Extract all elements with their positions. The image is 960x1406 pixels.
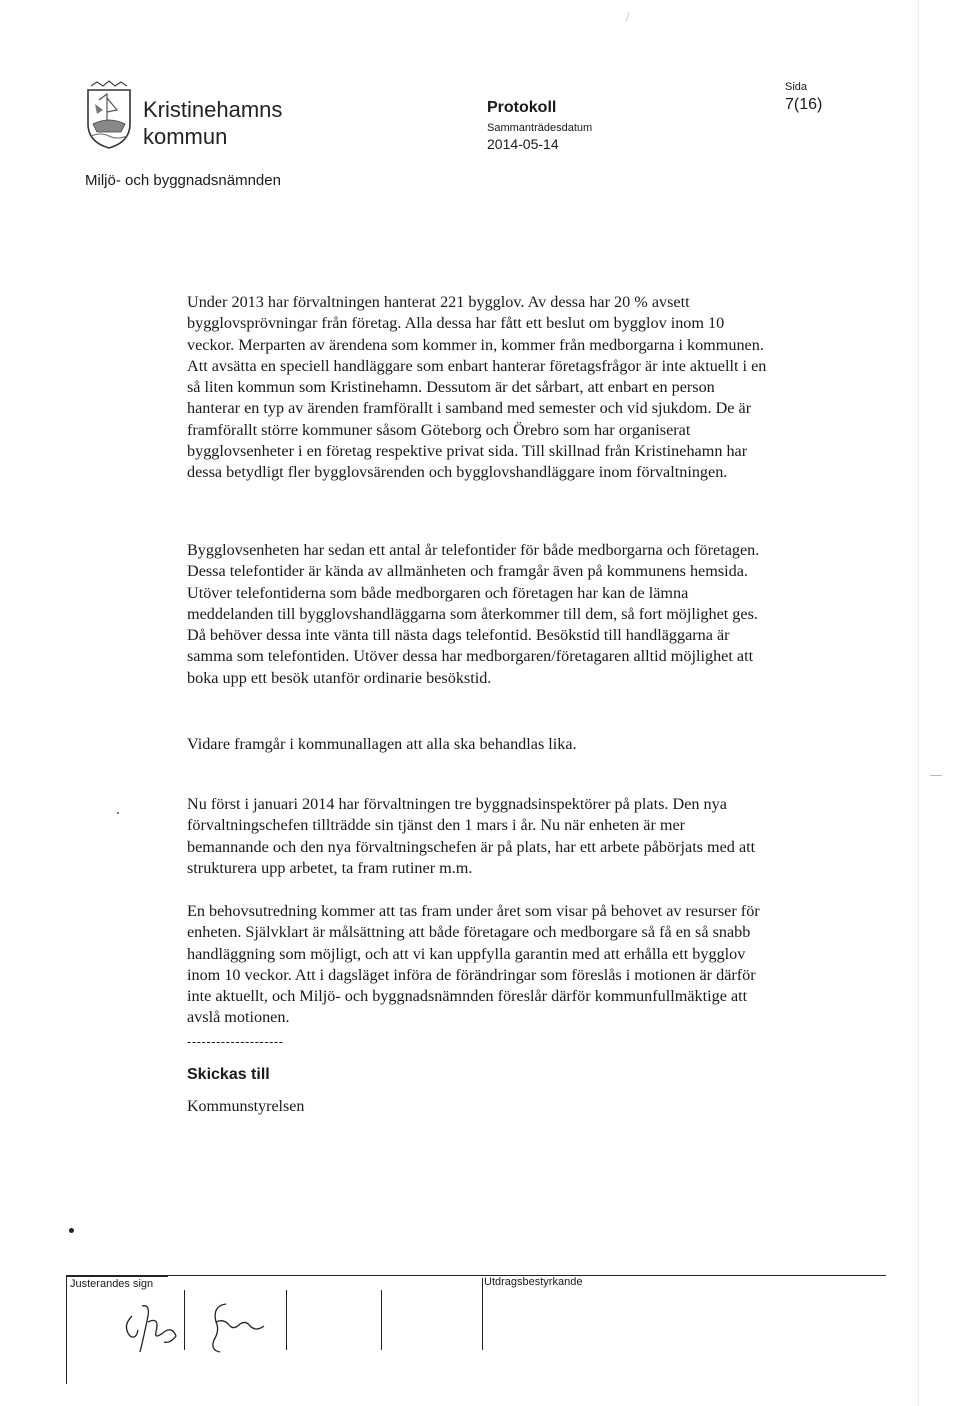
page-label: Sida — [785, 81, 808, 93]
municipal-coat-of-arms-icon — [85, 80, 133, 150]
body-paragraph: Under 2013 har förvaltningen hanterat 221 bygglov. Av dessa har 20 % avsett bygglovsprövningar från företag. Alla dessa har fått ett beslut om bygglov inom 10 veckor. Merparten av ärendena som kommer in, kommer från medborgarna i kommunen. Att avsätta en speciell handläggare som enbart hanterar företagsfrågor är inte aktuellt i en så liten kommun som Kristinehamn. Dessutom är det sårbart, att enbart en person hanterar en typ av ärenden framförallt i samband med semester och vid sjukdom. De är framförallt större kommuner såsom Göteborg och Örebro som har organiserat bygglovsenheter i en företag respektive privat sida. Till skillnad från Kristinehamn har dessa betydligt fler bygglovsärenden och bygglovshandläggare inom förvaltningen. — [187, 293, 767, 482]
handwritten-signature — [200, 1290, 272, 1360]
meeting-date-label: Sammanträdesdatum — [487, 122, 593, 134]
scan-edge-tick — [930, 775, 942, 776]
signature-divider — [482, 1278, 483, 1350]
page-number: 7(16) — [785, 96, 823, 113]
extract-certification-label: Utdragsbestyrkande — [484, 1276, 583, 1288]
body-paragraph: Vidare framgår i kommunallagen att alla ska behandlas lika. — [187, 735, 577, 753]
committee-name: Miljö- och byggnadsnämnden — [85, 172, 281, 189]
organization-name — [143, 96, 282, 150]
adjuster-signature-label: Justerandes sign — [70, 1278, 154, 1290]
meeting-date: 2014-05-14 — [487, 136, 559, 152]
send-to-heading: Skickas till — [187, 1066, 270, 1083]
body-paragraph: Bygglovsenheten har sedan ett antal år telefontider för både medborgarna och företagen. Dessa telefontider är kända av allmänheten och framgår även på kommunens hemsida. Utöver telefontiderna som både medborgaren och företagen har kan de lämna meddelanden till bygglovshandläggarna som återkommer till dem, så fort möjlighet ges. Då behöver dessa inte vänta till nästa dags telefontid. Besökstid till handläggarna är samma som telefontiden. Utöver dessa har medborgaren/företagaren alltid möjlighet att boka upp ett besök utanför ordinarie besökstid. — [187, 541, 760, 687]
organization-name-line2: kommun — [143, 124, 228, 149]
body-paragraph: Nu först i januari 2014 har förvaltningen tre byggnadsinspektörer på plats. Den nya förvaltningschefen tillträdde sin tjänst den 1 mars i år. Nu när enheten är mer bemannande och den nya förvaltningschefen är på plats, har ett arbete påbörjats med att strukturera upp arbetet, ta fram rutiner m.m. — [187, 795, 756, 877]
section-divider: -------------------- — [187, 1034, 284, 1049]
signature-divider — [286, 1290, 287, 1350]
handwritten-signature — [120, 1296, 190, 1356]
recipient: Kommunstyrelsen — [187, 1098, 305, 1115]
scan-mark — [625, 12, 629, 22]
document-type: Protokoll — [487, 99, 557, 116]
organization-name-line1: Kristinehamns — [143, 97, 283, 122]
bullet-dot — [69, 1228, 74, 1233]
scan-edge-line — [918, 0, 919, 1406]
footer-rule — [66, 1275, 886, 1276]
body-paragraph: En behovsutredning kommer att tas fram under året som visar på behovet av resurser för enheten. Självklart är målsättning att både företagare och medborgare så få en så snabb handläggning som möjligt, och att vi kan uppfylla garantin med att erhålla ett bygglov inom 10 veckor. Att i dagsläget införa de förändringar som föreslås i motionen är därför inte aktuellt, och Miljö- och byggnadsnämnden föreslår därför kommunfullmäktige att avslå motionen. — [187, 902, 760, 1027]
scan-dot — [117, 812, 119, 814]
signature-divider — [381, 1290, 382, 1350]
